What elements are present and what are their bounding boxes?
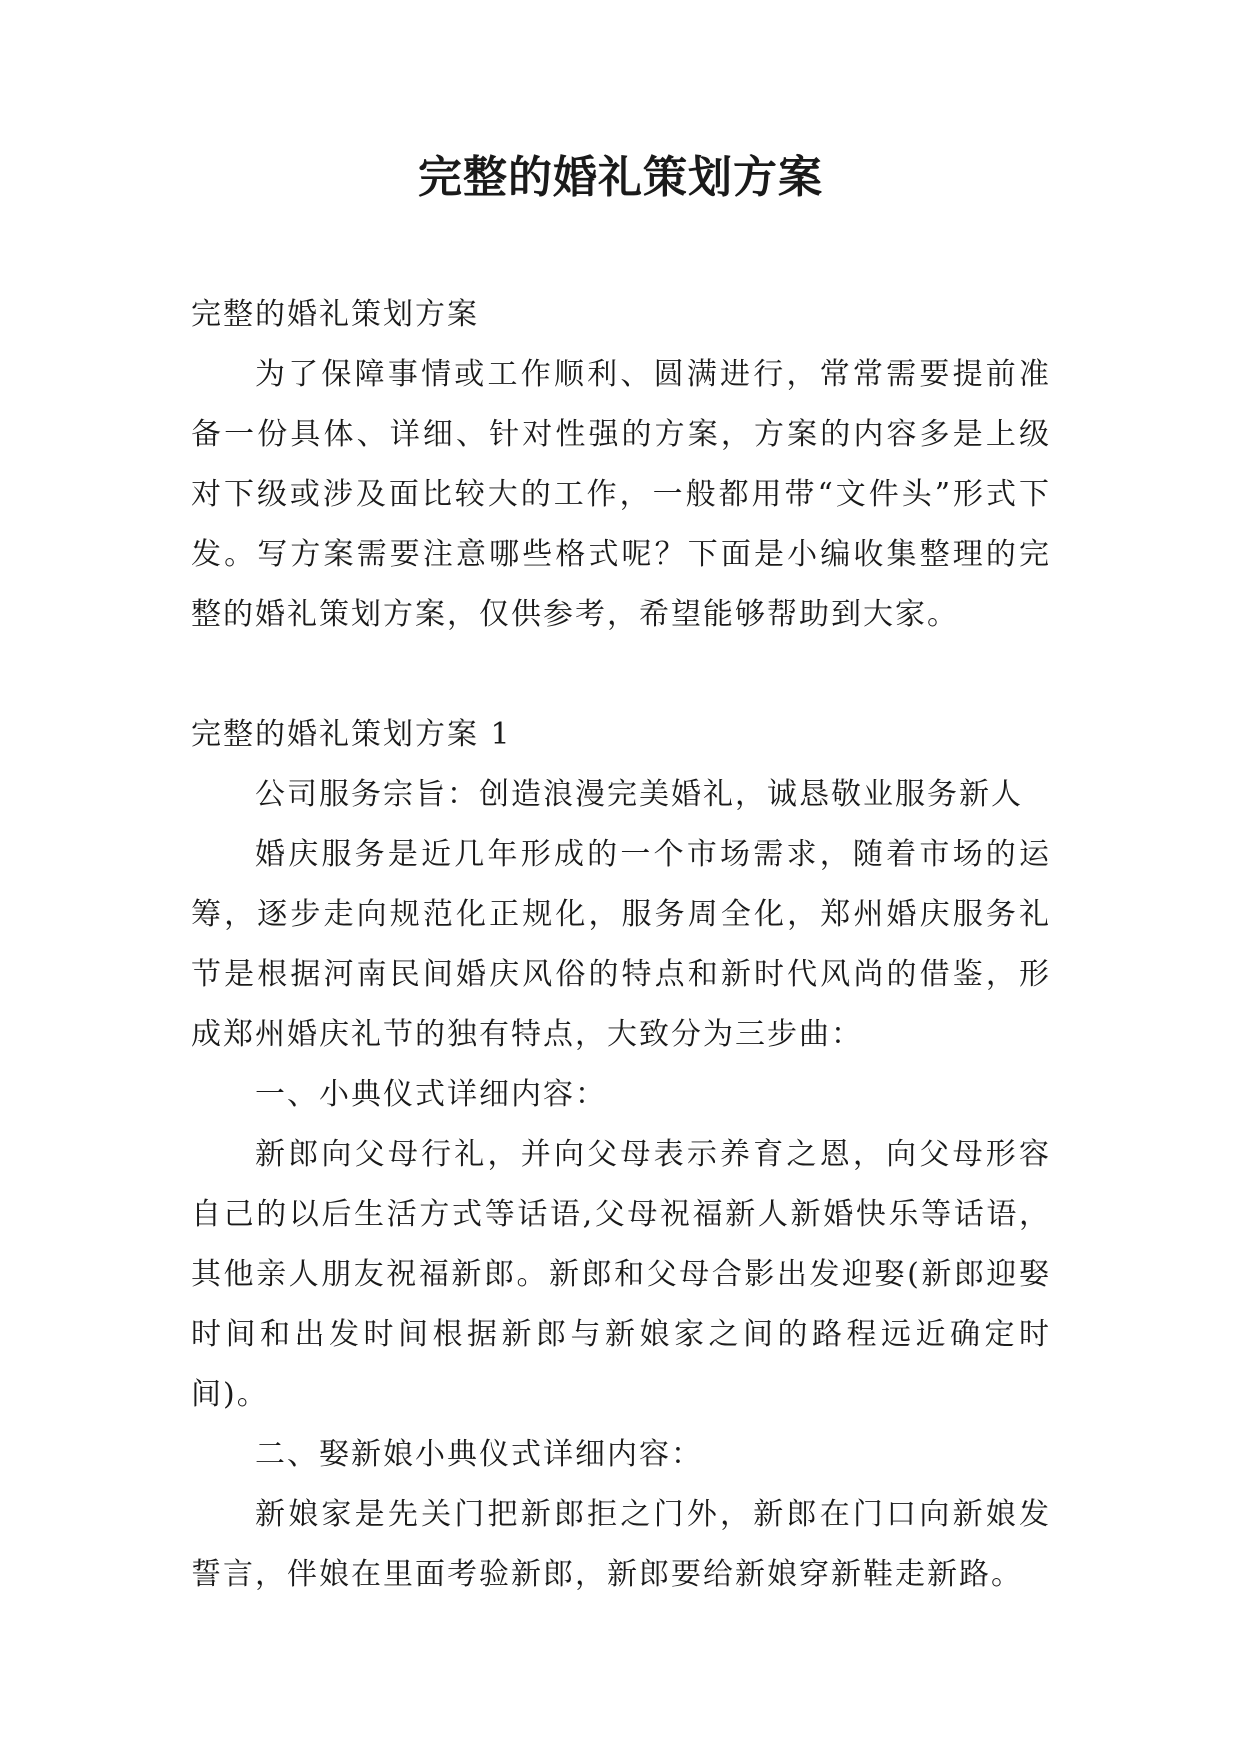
service-tenet-paragraph: 公司服务宗旨：创造浪漫完美婚礼，诚恳敬业服务新人	[255, 777, 1023, 812]
section-heading: 完整的婚礼策划方案 1	[191, 717, 512, 752]
subsection-heading: 二、娶新娘小典仪式详细内容：	[255, 1437, 703, 1472]
body-paragraph: 婚庆服务是近几年形成的一个市场需求，随着市场的运筹，逐步走向规范化正规化，服务周全化，郑州婚庆服务礼节是根据河南民间婚庆风俗的特点和新时代风尚的借鉴，形成郑州婚庆礼节的独有特点，大致分为三步曲：	[191, 837, 1051, 1052]
intro-paragraph: 为了保障事情或工作顺利、圆满进行，常常需要提前准备一份具体、详细、针对性强的方案，方案的内容多是上级对下级或涉及面比较大的工作，一般都用带“文件头”形式下发。写方案需要注意哪些格式呢？下面是小编收集整理的完整的婚礼策划方案，仅供参考，希望能够帮助到大家。	[191, 357, 1051, 632]
document-body	[191, 285, 1051, 1605]
document-subtitle: 完整的婚礼策划方案	[191, 297, 479, 332]
subsection-heading: 一、小典仪式详细内容：	[255, 1077, 607, 1112]
body-paragraph: 新郎向父母行礼，并向父母表示养育之恩，向父母形容自己的以后生活方式等话语,父母祝福新人新婚快乐等话语，其他亲人朋友祝福新郎。新郎和父母合影出发迎娶(新郎迎娶时间和出发时间根据新郎与新娘家之间的路程远近确定时间)。	[191, 1137, 1051, 1412]
body-paragraph: 新娘家是先关门把新郎拒之门外，新郎在门口向新娘发誓言，伴娘在里面考验新郎，新郎要给新娘穿新鞋走新路。	[191, 1497, 1051, 1592]
paragraph-gap	[191, 645, 1051, 705]
document-title: 完整的婚礼策划方案	[418, 152, 823, 203]
